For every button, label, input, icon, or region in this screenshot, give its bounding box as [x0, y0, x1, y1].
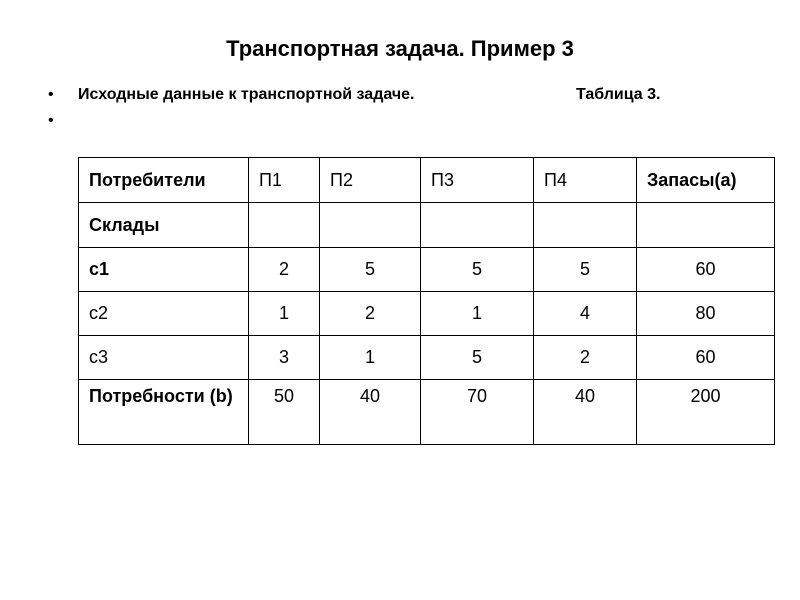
table-cell: 1: [421, 292, 534, 336]
table-cell: 2: [320, 292, 421, 336]
table-row: [79, 248, 775, 292]
table-cell: 3: [249, 336, 320, 380]
header-p3: П3: [421, 158, 534, 203]
header-p1: П1: [249, 158, 320, 203]
bullet-dot-icon: •: [48, 86, 54, 103]
table-cell: 2: [249, 248, 320, 292]
demand-cell: 40: [534, 380, 637, 445]
supply-cell: 60: [637, 248, 775, 292]
header-consumers: Потребители: [79, 158, 249, 203]
row-label-c1: с1: [79, 248, 249, 292]
table-row: [79, 336, 775, 380]
supply-cell: 60: [637, 336, 775, 380]
table-caption: Таблица 3.: [576, 86, 661, 103]
table-cell: 5: [320, 248, 421, 292]
table-subheader-row: [79, 203, 775, 248]
table-cell: [421, 203, 534, 248]
demand-cell: 70: [421, 380, 534, 445]
header-supply: Запасы(a): [637, 158, 775, 203]
table-cell: [249, 203, 320, 248]
table-cell: [320, 203, 421, 248]
table-cell: [637, 203, 775, 248]
table-cell: 1: [249, 292, 320, 336]
row-label-c3: с3: [79, 336, 249, 380]
transport-table: [78, 157, 775, 445]
bullet-text: Исходные данные к транспортной задаче.: [78, 86, 415, 103]
table-cell: 2: [534, 336, 637, 380]
subheader-warehouses: Склады: [79, 203, 249, 248]
header-p4: П4: [534, 158, 637, 203]
bullet-list: [48, 86, 768, 138]
bullet-item: [48, 112, 768, 138]
table-cell: 5: [534, 248, 637, 292]
row-label-c2: с2: [79, 292, 249, 336]
table-cell: [534, 203, 637, 248]
table-cell: 5: [421, 248, 534, 292]
bullet-item: [48, 86, 768, 112]
header-p2: П2: [320, 158, 421, 203]
bullet-dot-icon: •: [48, 112, 54, 129]
supply-cell: 80: [637, 292, 775, 336]
table-header-row: [79, 158, 775, 203]
table-cell: 5: [421, 336, 534, 380]
demand-cell: 40: [320, 380, 421, 445]
table-cell: 1: [320, 336, 421, 380]
demand-cell: 50: [249, 380, 320, 445]
demand-row: [79, 380, 775, 445]
table-row: [79, 292, 775, 336]
table-cell: 4: [534, 292, 637, 336]
slide-title: Транспортная задача. Пример 3: [226, 36, 574, 61]
row-label-demand: Потребности (b): [79, 380, 249, 445]
demand-total-cell: 200: [637, 380, 775, 445]
